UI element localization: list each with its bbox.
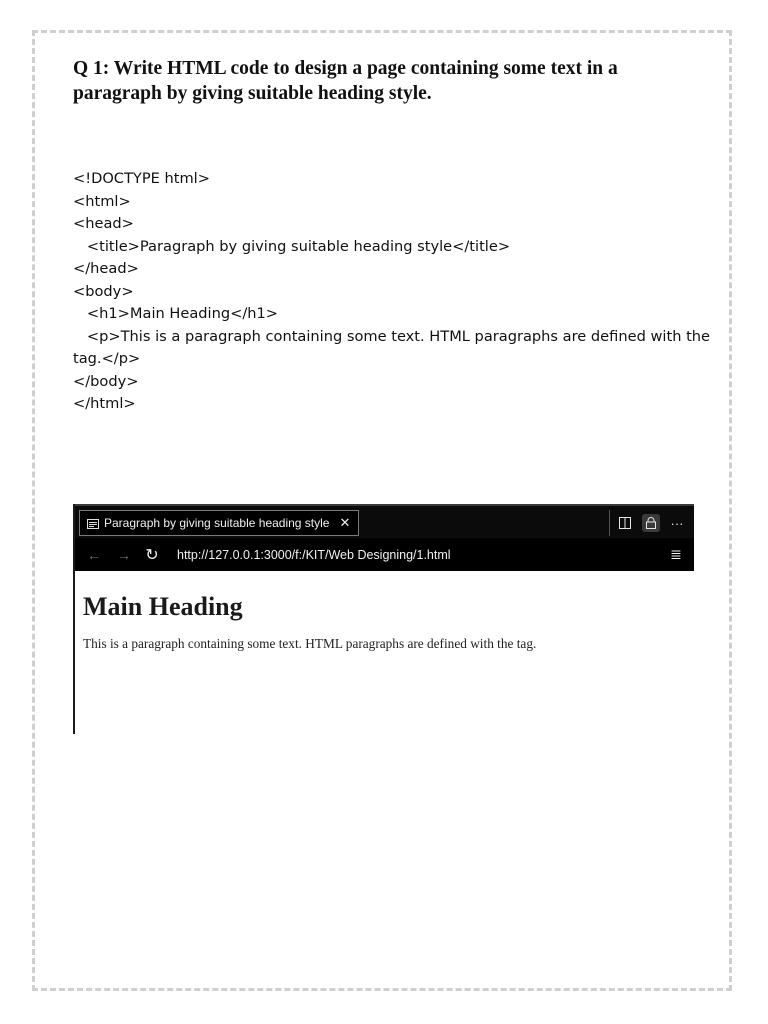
- code-line: <head>: [73, 215, 134, 232]
- tab-title: Paragraph by giving suitable heading style: [104, 516, 330, 530]
- tab-actions: [616, 511, 686, 535]
- url-field[interactable]: http://127.0.0.1:3000/f:/KIT/Web Designing/1.html: [177, 547, 451, 562]
- code-line: </head>: [73, 260, 139, 277]
- lock-icon[interactable]: [642, 514, 660, 532]
- code-line: </body>: [73, 372, 139, 390]
- code-line: <p>This is a paragraph containing some text. HTML paragraphs are defined with the tag.</p>: [73, 327, 715, 367]
- rendered-paragraph: This is a paragraph containing some text. HTML paragraphs are defined with the tag.: [83, 636, 537, 651]
- browser-viewport: [83, 571, 683, 653]
- code-line: <!DOCTYPE html>: [73, 170, 210, 187]
- more-options-icon[interactable]: ···: [670, 515, 684, 531]
- question-heading: Q 1: Write HTML code to design a page containing some text in a paragraph by giving suitable heading style.: [73, 58, 618, 104]
- split-view-icon[interactable]: [616, 514, 634, 532]
- code-line: </html>: [73, 395, 136, 412]
- code-line: <html>: [73, 192, 131, 210]
- code-listing: [73, 168, 713, 416]
- reload-icon[interactable]: ↻: [145, 546, 159, 564]
- divider: [609, 510, 610, 536]
- browser-tab[interactable]: [79, 510, 359, 536]
- address-bar: [75, 538, 694, 571]
- forward-arrow-icon[interactable]: →: [117, 546, 131, 563]
- code-line: <body>: [73, 282, 134, 300]
- close-icon[interactable]: ✕: [339, 515, 351, 530]
- browser-tab-bar: [75, 504, 694, 538]
- back-arrow-icon[interactable]: ←: [87, 546, 101, 563]
- menu-icon[interactable]: ≣: [670, 546, 682, 562]
- rendered-main-heading: Main Heading: [83, 592, 243, 621]
- browser-screenshot: [73, 504, 694, 734]
- code-line: <title>Paragraph by giving suitable heading style</title>: [73, 237, 511, 255]
- code-line: <h1>Main Heading</h1>: [73, 305, 279, 322]
- page-icon: [87, 518, 99, 528]
